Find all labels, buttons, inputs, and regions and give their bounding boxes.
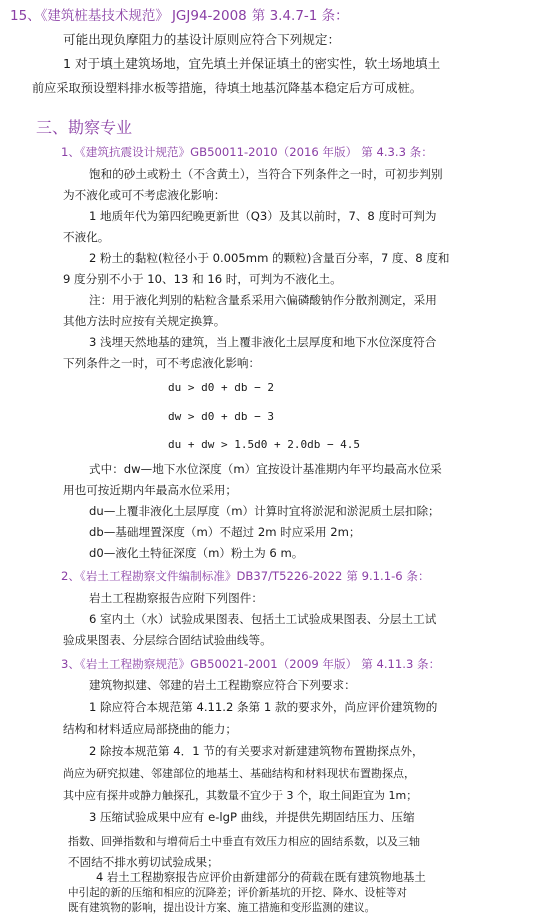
item-1-line: 饱和的砂土或粉土（不含黄土），当符合下列条件之一时，可初步判别 (89, 167, 443, 181)
section-15-clause: 第 3.4.7-1 条： (251, 8, 349, 24)
section-15-title: 《建筑桩基技术规范》 (40, 8, 169, 24)
item-1-line: 下列条件之一时，可不考虑液化影响： (63, 356, 261, 370)
item-1-note: 式中：dw—地下水位深度（m）宜按设计基准期内年平均最高水位采 (89, 462, 442, 476)
item-1-line: 不液化。 (63, 230, 110, 244)
formula-1: du > d0 + db − 2 (168, 381, 274, 394)
item-3-line: 中引起的新的压缩和相应的沉降差；评价新基坑的开挖、降水、设桩等对 (68, 887, 407, 899)
section-15-line: 前应采取预设塑料排水板等措施，待填土地基沉降基本稳定后方可成桩。 (32, 81, 422, 95)
section-15-line: 1 对于填土建筑场地，宜先填土并保证填土的密实性，软土场地填土 (63, 56, 441, 71)
item-3-line: 建筑物拟建、邻建的岩土工程勘察应符合下列要求： (89, 678, 356, 692)
item-3-title: 《岩土工程勘察规范》 (79, 657, 191, 671)
section-15-heading (10, 10, 349, 24)
item-1-title: 《建筑抗震设计规范》 (79, 145, 191, 159)
item-3-line: 指数、回弹指数和与增荷后土中垂直有效压力相应的固结系数，以及三轴 (68, 835, 420, 848)
formula-2: dw > d0 + db − 3 (168, 410, 274, 423)
item-1-note: 用也可按近期内年最高水位采用； (63, 483, 237, 497)
item-1-code: GB50011-2010（2016 年版） (190, 145, 358, 159)
section-15-line: 可能出现负摩阻力的基设计原则应符合下列规定： (63, 32, 341, 47)
item-1-line: 9 度分别不小于 10、13 和 16 时，可判为不液化土。 (63, 272, 342, 286)
item-3-line: 结构和材料适应局部挠曲的能力； (63, 722, 237, 736)
item-2-clause: 第 9.1.1-6 条： (346, 569, 430, 583)
item-2-line: 岩土工程勘察报告应附下列图件： (89, 591, 263, 605)
item-1-line: 其他方法时应按有关规定换算。 (63, 314, 226, 328)
item-1-number: 1、 (61, 145, 80, 159)
item-3-line: 4 岩土工程勘察报告应评价由新建部分的荷载在既有建筑物地基土 (96, 870, 426, 884)
item-2-line: 验成果图表、分层综合固结试验曲线等。 (63, 633, 272, 647)
item-2-code: DB37/T5226-2022 (236, 569, 343, 583)
item-1-note: d0—液化土特征深度（m）粉土为 6 m。 (89, 546, 304, 560)
item-3-line: 尚应为研究拟建、邻建部位的地基土、基础结构和材料现状布置勘探点， (63, 767, 415, 780)
item-2-number: 2、 (61, 569, 80, 583)
item-1-note: db—基础埋置深度（m）不超过 2m 时应采用 2m； (89, 525, 361, 539)
item-3-line: 3 压缩试验成果中应有 e-lgP 曲线，并提供先期固结压力、压缩 (89, 810, 415, 824)
item-3-code: GB50021-2001（2009 年版） (190, 657, 358, 671)
item-1-clause: 第 4.3.3 条： (361, 145, 433, 159)
item-1-line: 2 粉土的黏粒(粒径小于 0.005mm 的颗粒)含量百分率，7 度、8 度和 (89, 251, 450, 265)
item-3-line: 其中应有探井或静力触探孔，其数量不宜少于 3 个，取土间距宜为 1m； (63, 789, 418, 802)
section-15-number: 15、 (10, 8, 41, 24)
item-3-number: 3、 (61, 657, 80, 671)
item-3-line: 2 除按本规范第 4．1 节的有关要求对新建建筑物布置勘探点外， (89, 744, 424, 758)
section-3-heading: 三、勘察专业 (36, 118, 133, 137)
item-2-heading (61, 571, 430, 583)
item-2-line: 6 室内土（水）试验成果图表、包括土工试验成果图表、分层土工试 (89, 612, 437, 626)
item-3-heading (61, 659, 440, 671)
item-3-line: 1 除应符合本规范第 4.11.2 条第 1 款的要求外，尚应评价建筑物的 (89, 700, 438, 714)
formula-3: du + dw > 1.5d0 + 2.0db − 4.5 (168, 438, 361, 451)
item-3-line: 不固结不排水剪切试验成果； (68, 855, 219, 869)
item-1-line: 1 地质年代为第四纪晚更新世（Q3）及其以前时，7、8 度时可判为 (89, 209, 437, 223)
item-1-line: 为不液化或可不考虑液化影响： (63, 188, 226, 202)
item-1-line: 3 浅埋天然地基的建筑，当上覆非液化土层厚度和地下水位深度符合 (89, 335, 437, 349)
item-1-line: 注：用于液化判别的粘粒含量系采用六偏磷酸钠作分散剂测定，采用 (89, 293, 437, 307)
item-3-clause: 第 4.11.3 条： (361, 657, 441, 671)
item-1-note: du—上覆非液化土层厚度（m）计算时宜将淤泥和淤泥质土层扣除； (89, 504, 440, 518)
item-1-heading (61, 147, 433, 159)
item-3-line: 既有建筑物的影响，提出设计方案、施工措施和变形监测的建议。 (68, 902, 376, 914)
section-15-code: JGJ94-2008 (171, 8, 247, 24)
item-2-title: 《岩土工程勘察文件编制标准》 (79, 569, 237, 583)
